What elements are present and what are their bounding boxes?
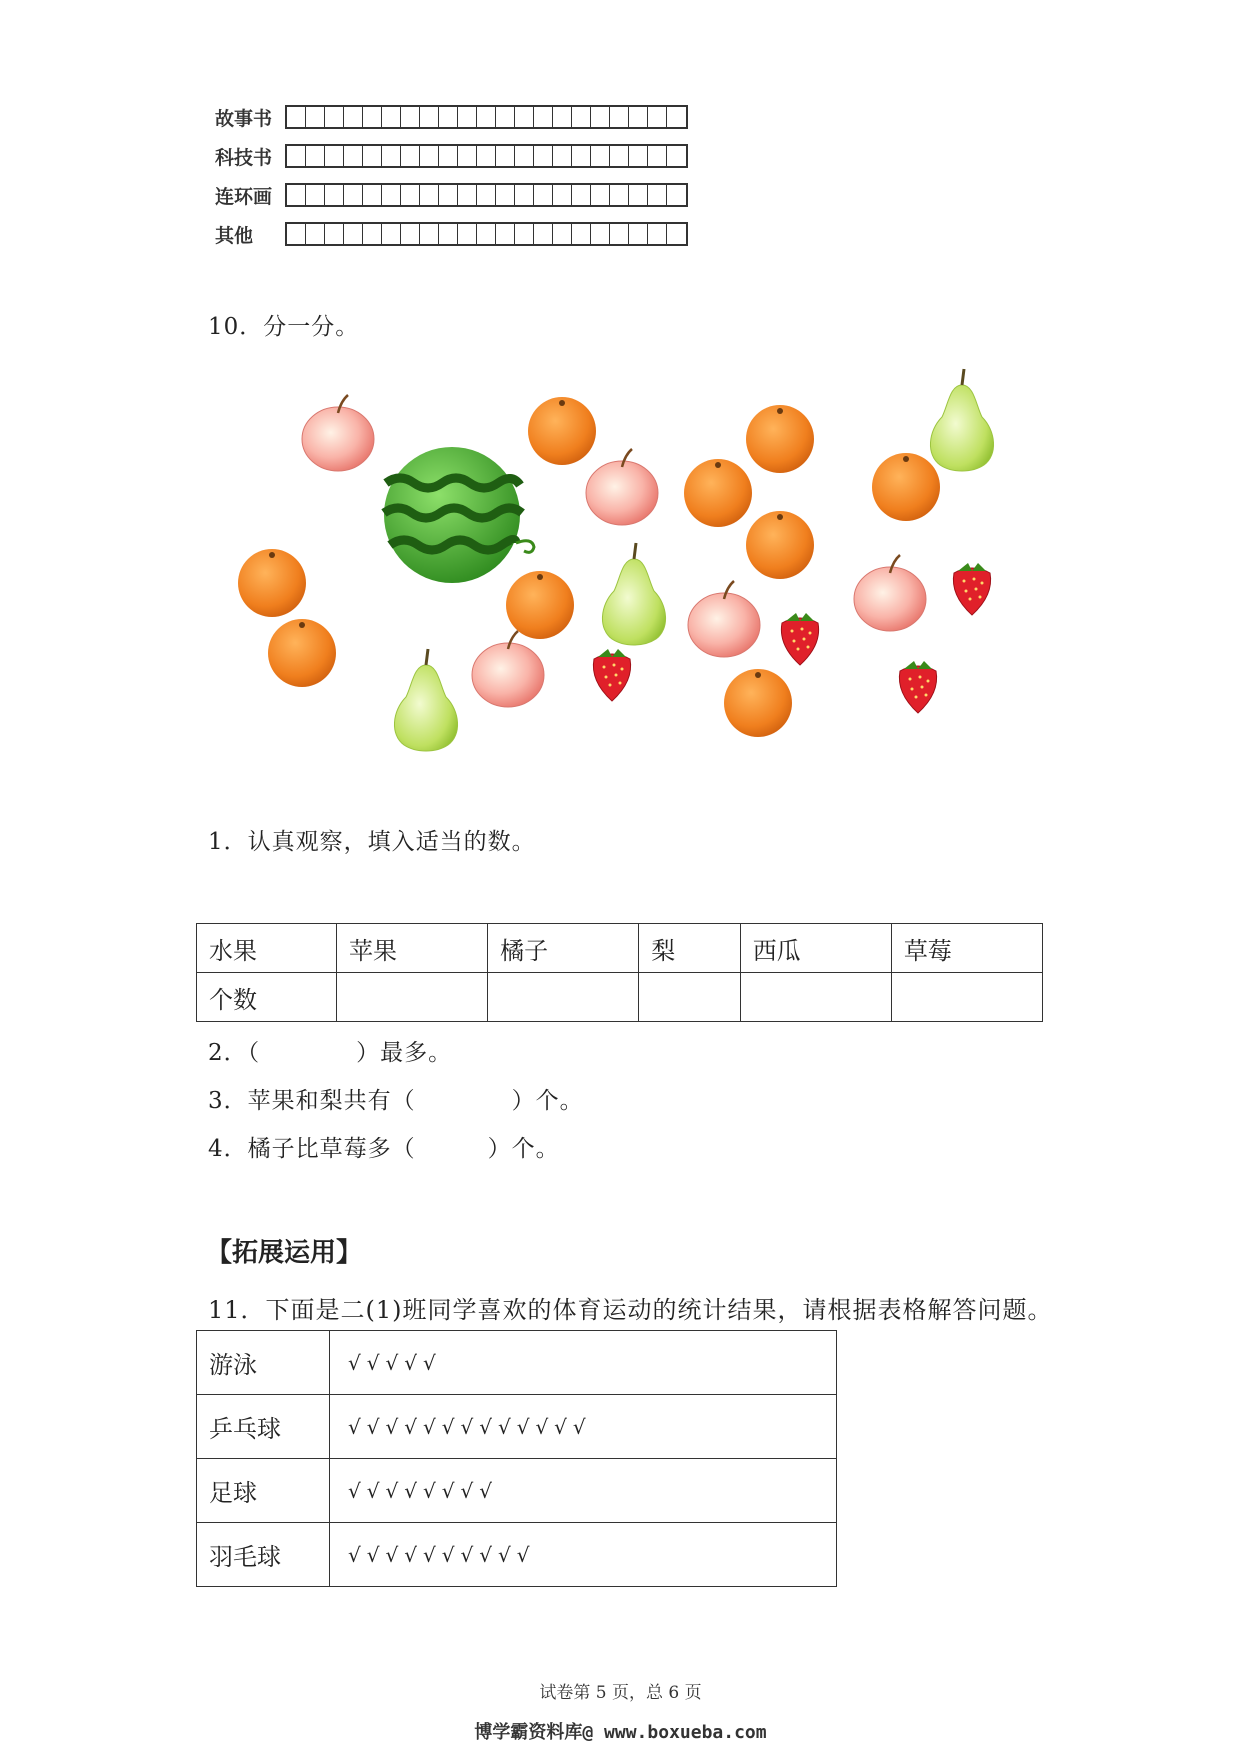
- sub-question-2: 2．（ ）最多。: [208, 1040, 453, 1066]
- tally-cell[interactable]: [477, 224, 496, 244]
- tally-cell[interactable]: [515, 107, 534, 127]
- table-header-cell: 草莓: [891, 924, 1042, 973]
- tally-cell[interactable]: [420, 146, 439, 166]
- sport-tally: √√√√√√√√√√: [330, 1523, 837, 1587]
- orange-icon: [684, 459, 752, 527]
- tally-cell[interactable]: [572, 107, 591, 127]
- tally-grid: [285, 183, 688, 207]
- tally-cell[interactable]: [382, 224, 401, 244]
- sport-name: 羽毛球: [197, 1523, 330, 1587]
- tally-cell[interactable]: [458, 146, 477, 166]
- tally-cell[interactable]: [648, 224, 667, 244]
- tally-cell[interactable]: [496, 146, 515, 166]
- tally-cell[interactable]: [648, 107, 667, 127]
- tally-cell[interactable]: [401, 185, 420, 205]
- book-row-label: 连环画: [215, 185, 273, 208]
- strawberry-icon: [953, 563, 990, 615]
- section-heading: 【拓展运用】: [206, 1238, 363, 1268]
- apple-icon: [302, 395, 374, 471]
- table-header-cell: 梨: [639, 924, 740, 973]
- tally-cell[interactable]: [534, 146, 553, 166]
- tally-cell[interactable]: [572, 185, 591, 205]
- table-header-cell: 橘子: [488, 924, 639, 973]
- tally-cell[interactable]: [458, 224, 477, 244]
- tally-cell[interactable]: [344, 107, 363, 127]
- table-row: [197, 1523, 837, 1587]
- tally-cell[interactable]: [458, 185, 477, 205]
- tally-cell[interactable]: [401, 107, 420, 127]
- tally-cell[interactable]: [287, 185, 306, 205]
- tally-cell[interactable]: [306, 224, 325, 244]
- tally-cell[interactable]: [610, 146, 629, 166]
- tally-cell[interactable]: [667, 185, 686, 205]
- tally-cell[interactable]: [610, 107, 629, 127]
- tally-cell[interactable]: [363, 107, 382, 127]
- tally-cell[interactable]: [287, 107, 306, 127]
- orange-icon: [528, 397, 596, 465]
- tally-cell[interactable]: [648, 146, 667, 166]
- tally-cell[interactable]: [306, 107, 325, 127]
- orange-icon: [724, 669, 792, 737]
- tally-cell[interactable]: [439, 185, 458, 205]
- tally-cell[interactable]: [401, 146, 420, 166]
- tally-cell[interactable]: [591, 185, 610, 205]
- tally-cell[interactable]: [363, 224, 382, 244]
- tally-cell[interactable]: [420, 224, 439, 244]
- tally-cell[interactable]: [439, 146, 458, 166]
- pear-icon: [930, 369, 993, 471]
- tally-cell[interactable]: [553, 146, 572, 166]
- tally-cell[interactable]: [477, 107, 496, 127]
- book-row: [215, 143, 688, 169]
- pear-icon: [394, 649, 457, 751]
- tally-cell[interactable]: [344, 185, 363, 205]
- sport-name: 足球: [197, 1459, 330, 1523]
- sport-tally: √√√√√√√√√√√√√: [330, 1395, 837, 1459]
- tally-cell[interactable]: [363, 146, 382, 166]
- book-row-label: 科技书: [215, 146, 273, 169]
- tally-cell[interactable]: [382, 146, 401, 166]
- sport-name: 游泳: [197, 1331, 330, 1395]
- fruit-count-table: [196, 923, 1043, 1022]
- tally-cell[interactable]: [515, 146, 534, 166]
- tally-cell[interactable]: [629, 185, 648, 205]
- tally-cell[interactable]: [382, 185, 401, 205]
- tally-cell[interactable]: [325, 224, 344, 244]
- tally-cell[interactable]: [667, 224, 686, 244]
- tally-cell[interactable]: [401, 224, 420, 244]
- tally-cell[interactable]: [553, 107, 572, 127]
- page-number: 试卷第 5 页，总 6 页: [539, 1683, 702, 1703]
- fruit-illustration: [220, 365, 1010, 760]
- apple-icon: [586, 449, 658, 525]
- tally-grid: [285, 105, 688, 129]
- book-row-label: 其他: [215, 224, 254, 247]
- tally-cell[interactable]: [591, 224, 610, 244]
- count-cell-strawberry[interactable]: [891, 973, 1042, 1022]
- orange-icon: [746, 511, 814, 579]
- tally-cell[interactable]: [382, 107, 401, 127]
- orange-icon: [872, 453, 940, 521]
- tally-cell[interactable]: [344, 224, 363, 244]
- tally-cell[interactable]: [306, 185, 325, 205]
- strawberry-icon: [899, 661, 936, 713]
- sub-question-1: 1．认真观察，填入适当的数。: [208, 829, 536, 855]
- tally-cell[interactable]: [496, 185, 515, 205]
- site-watermark: 博学霸资料库@ www.boxueba.com: [474, 1722, 767, 1743]
- book-row: [215, 221, 688, 247]
- tally-cell[interactable]: [553, 224, 572, 244]
- tally-cell[interactable]: [648, 185, 667, 205]
- tally-cell[interactable]: [515, 224, 534, 244]
- strawberry-icon: [781, 613, 818, 665]
- row-label-count: 个数: [197, 973, 337, 1022]
- count-cell-orange[interactable]: [488, 973, 639, 1022]
- tally-cell[interactable]: [534, 185, 553, 205]
- tally-cell[interactable]: [629, 107, 648, 127]
- tally-cell[interactable]: [477, 185, 496, 205]
- count-cell-pear[interactable]: [639, 973, 740, 1022]
- book-row: [215, 104, 688, 130]
- tally-cell[interactable]: [572, 224, 591, 244]
- table-header-cell: 西瓜: [740, 924, 891, 973]
- sub-question-3: 3．苹果和梨共有（ ）个。: [208, 1088, 584, 1114]
- tally-cell[interactable]: [667, 146, 686, 166]
- tally-cell[interactable]: [458, 107, 477, 127]
- sport-tally: √√√√√: [330, 1331, 837, 1395]
- sports-table: [196, 1330, 837, 1587]
- tally-cell[interactable]: [553, 185, 572, 205]
- tally-cell[interactable]: [496, 107, 515, 127]
- orange-icon: [238, 549, 306, 617]
- apple-icon: [472, 631, 544, 707]
- tally-cell[interactable]: [667, 107, 686, 127]
- tally-cell[interactable]: [610, 224, 629, 244]
- book-row-label: 故事书: [215, 107, 273, 130]
- question-10-title: 10．分一分。: [208, 314, 360, 340]
- orange-icon: [746, 405, 814, 473]
- tally-cell[interactable]: [477, 146, 496, 166]
- tally-cell[interactable]: [610, 185, 629, 205]
- tally-cell[interactable]: [306, 146, 325, 166]
- table-row: [197, 924, 1043, 973]
- count-cell-watermelon[interactable]: [740, 973, 891, 1022]
- tally-cell[interactable]: [534, 107, 553, 127]
- tally-cell[interactable]: [325, 107, 344, 127]
- tally-cell[interactable]: [420, 107, 439, 127]
- apple-icon: [688, 581, 760, 657]
- tally-cell[interactable]: [325, 146, 344, 166]
- tally-cell[interactable]: [420, 185, 439, 205]
- tally-cell[interactable]: [496, 224, 515, 244]
- table-row: [197, 1331, 837, 1395]
- tally-cell[interactable]: [534, 224, 553, 244]
- sport-name: 乒乓球: [197, 1395, 330, 1459]
- tally-cell[interactable]: [591, 146, 610, 166]
- pear-icon: [602, 543, 665, 645]
- strawberry-icon: [593, 649, 630, 701]
- tally-cell[interactable]: [629, 146, 648, 166]
- tally-cell[interactable]: [572, 146, 591, 166]
- book-row: [215, 182, 688, 208]
- count-cell-apple[interactable]: [337, 973, 488, 1022]
- tally-cell[interactable]: [287, 224, 306, 244]
- tally-grid: [285, 222, 688, 246]
- tally-cell[interactable]: [439, 107, 458, 127]
- tally-cell[interactable]: [591, 107, 610, 127]
- apple-icon: [854, 555, 926, 631]
- tally-cell[interactable]: [287, 146, 306, 166]
- tally-cell[interactable]: [363, 185, 382, 205]
- question-11: 11．下面是二(1)班同学喜欢的体育运动的统计结果，请根据表格解答问题。: [208, 1296, 1053, 1324]
- watermelon-icon: [384, 447, 534, 583]
- tally-cell[interactable]: [515, 185, 534, 205]
- orange-icon: [268, 619, 336, 687]
- tally-cell[interactable]: [325, 185, 344, 205]
- tally-cell[interactable]: [439, 224, 458, 244]
- table-row: [197, 1459, 837, 1523]
- table-row: [197, 973, 1043, 1022]
- sub-question-4: 4．橘子比草莓多（ ）个。: [208, 1136, 560, 1162]
- orange-icon: [506, 571, 574, 639]
- tally-cell[interactable]: [629, 224, 648, 244]
- tally-grid: [285, 144, 688, 168]
- table-row: [197, 1395, 837, 1459]
- tally-cell[interactable]: [344, 146, 363, 166]
- table-header-cell: 水果: [197, 924, 337, 973]
- table-header-cell: 苹果: [337, 924, 488, 973]
- sport-tally: √√√√√√√√: [330, 1459, 837, 1523]
